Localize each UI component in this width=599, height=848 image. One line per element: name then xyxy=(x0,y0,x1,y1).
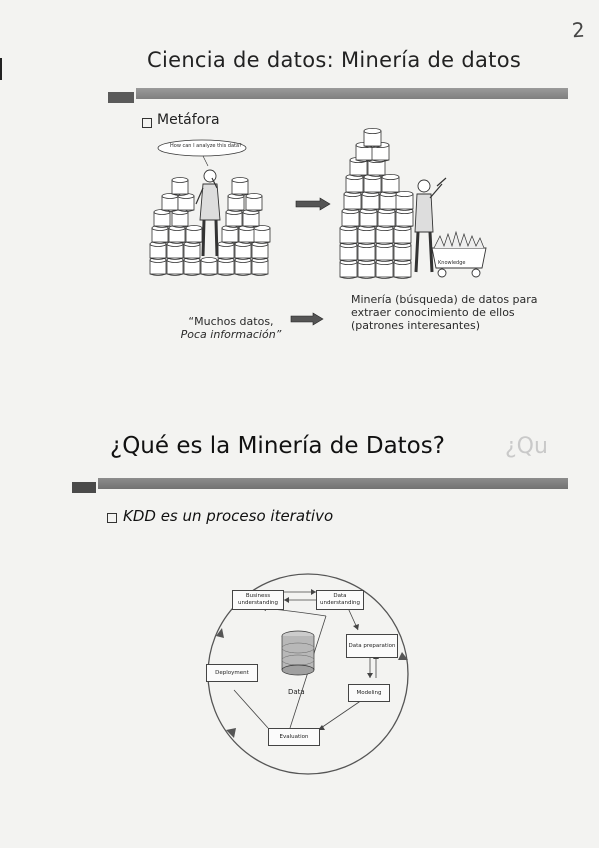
slide1-bullet-text: Metáfora xyxy=(157,112,220,128)
slide1-title: Ciencia de datos: Minería de datos xyxy=(147,48,522,72)
deployment-box: Deployment xyxy=(206,664,258,682)
metaphor-right-illustration xyxy=(338,128,488,283)
page-number: 2 xyxy=(571,17,586,43)
cart-label: Knowledge xyxy=(438,260,466,266)
caption-right xyxy=(351,293,538,332)
slide2-band xyxy=(98,478,568,489)
margin-mark xyxy=(0,58,2,80)
bleed-through-title: ¿Qu xyxy=(505,434,548,459)
business-understanding-box: Business understanding xyxy=(232,590,284,610)
slide1-bullet-box xyxy=(142,118,152,128)
metaphor-left-illustration xyxy=(148,138,273,283)
slide2-bullet-box xyxy=(107,513,117,523)
caption-right-line3: (patrones interesantes) xyxy=(351,319,481,332)
caption-arrow-icon xyxy=(291,313,323,325)
slide2-title: ¿Qué es la Minería de Datos? xyxy=(110,433,445,459)
speech-bubble-text: How can I analyze this data? xyxy=(170,143,242,149)
caption-left-line1: “Muchos datos, xyxy=(188,315,274,328)
caption-right-line1: Minería (búsqueda) de datos para xyxy=(351,293,538,306)
slide1-band-block xyxy=(108,92,134,103)
caption-left-line2: Poca información” xyxy=(180,328,282,341)
slide1-band xyxy=(136,88,568,99)
caption-right-line2: extraer conocimiento de ellos xyxy=(351,306,515,319)
caption-left xyxy=(176,315,286,341)
data-understanding-box: Data understanding xyxy=(316,590,364,610)
evaluation-box: Evaluation xyxy=(268,728,320,746)
metaphor-arrow-icon xyxy=(296,198,330,210)
data-preparation-box: Data preparation xyxy=(346,634,398,658)
slide2-bullet-text: KDD es un proceso iterativo xyxy=(123,507,334,525)
modeling-box: Modeling xyxy=(348,684,390,702)
slide2-band-block xyxy=(72,482,96,493)
data-label: Data xyxy=(288,688,305,696)
